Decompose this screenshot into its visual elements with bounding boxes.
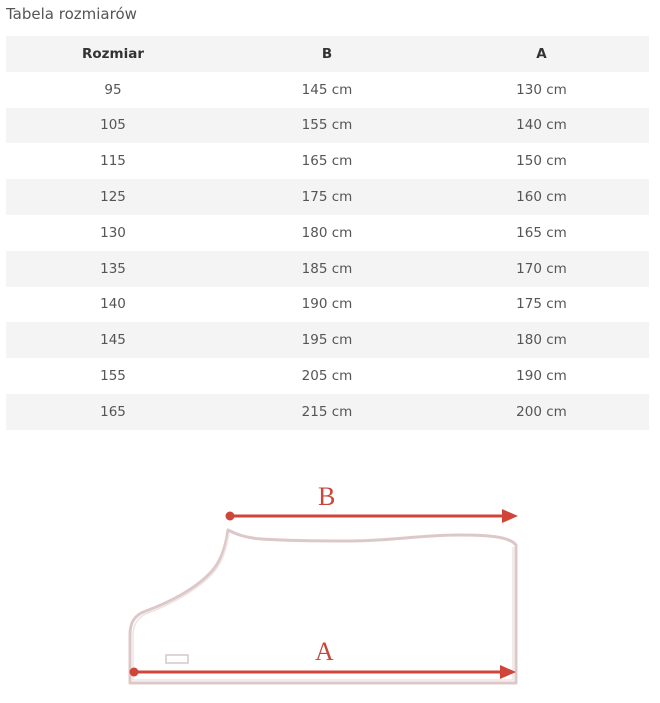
measurement-diagram: [0, 455, 660, 700]
table-row: [6, 179, 649, 215]
a-cell: 175 cm: [516, 296, 567, 313]
table-row: [6, 143, 649, 179]
page-title: Tabela rozmiarów: [6, 5, 137, 23]
b-cell: 155 cm: [301, 117, 353, 134]
size-cell: 140: [100, 296, 126, 313]
a-cell: 165 cm: [516, 224, 567, 241]
a-cell: 200 cm: [516, 403, 567, 420]
size-cell: 135: [100, 260, 126, 277]
header-b: B: [321, 45, 333, 62]
label-a: A: [315, 637, 334, 666]
table-row: [6, 394, 649, 430]
b-cell: 215 cm: [301, 403, 353, 420]
label-b: B: [318, 482, 336, 511]
b-cell: 180 cm: [301, 224, 353, 241]
size-cell: 145: [100, 332, 126, 349]
header-a: A: [536, 45, 547, 62]
label-tag-shape: [166, 655, 188, 663]
size-cell: 95: [104, 81, 122, 98]
table-row: [6, 358, 649, 394]
arrow-b: [226, 509, 519, 523]
size-cell: 105: [100, 117, 126, 134]
size-cell: 125: [100, 189, 126, 206]
b-cell: 175 cm: [301, 189, 353, 206]
size-cell: 155: [100, 368, 126, 385]
table-row: [6, 322, 649, 358]
b-cell: 195 cm: [301, 332, 353, 349]
a-cell: 140 cm: [516, 117, 567, 134]
table-row: [6, 108, 649, 144]
size-table: [6, 36, 649, 430]
b-cell: 145 cm: [301, 81, 353, 98]
a-cell: 150 cm: [516, 153, 567, 170]
table-header-row: [6, 36, 649, 72]
header-rozmiar: Rozmiar: [82, 45, 144, 62]
table-row: [6, 251, 649, 287]
a-cell: 170 cm: [516, 260, 567, 277]
table-row: [6, 72, 649, 108]
a-cell: 190 cm: [516, 368, 567, 385]
a-cell: 130 cm: [516, 81, 567, 98]
b-cell: 185 cm: [301, 260, 353, 277]
size-cell: 130: [100, 224, 126, 241]
a-cell: 180 cm: [516, 332, 567, 349]
arrow-a: [130, 665, 517, 679]
b-cell: 165 cm: [301, 153, 353, 170]
size-cell: 165: [100, 403, 126, 420]
table-row: [6, 287, 649, 323]
size-cell: 115: [100, 153, 126, 170]
b-cell: 205 cm: [301, 368, 353, 385]
b-cell: 190 cm: [301, 296, 353, 313]
table-row: [6, 215, 649, 251]
a-cell: 160 cm: [516, 189, 567, 206]
